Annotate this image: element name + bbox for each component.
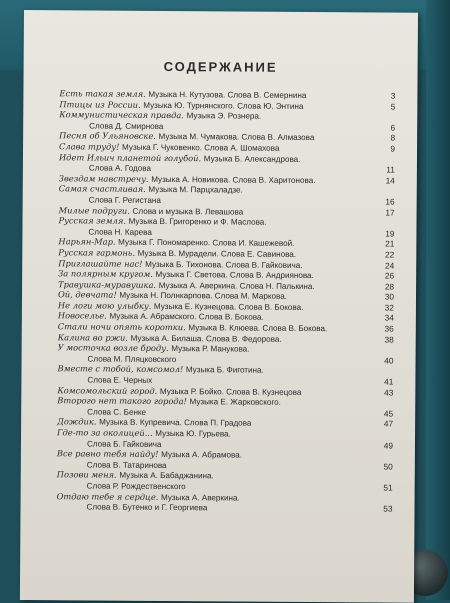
page-number: 47 (383, 418, 394, 429)
page-number: 14 (385, 175, 395, 186)
page-number: 34 (384, 312, 394, 324)
song-title: Стали ночи опять коротки. (57, 321, 186, 333)
page-number: 6 (390, 122, 396, 133)
page-number: 38 (384, 334, 394, 345)
song-credits: Музыка Р. Манукова. (171, 344, 250, 354)
song-title: Вместе с тобой, комсомол! (57, 363, 184, 375)
song-title: Нарьян-Мар. (58, 236, 116, 247)
page-number: 51 (383, 482, 393, 493)
page-title: СОДЕРЖАНИЕ (163, 58, 278, 75)
song-title: Калина во ржи. (57, 331, 128, 343)
song-title: Самая счастливая. (58, 183, 146, 195)
page-number: 36 (384, 323, 394, 334)
song-title: Травушка-муравушка. (58, 278, 157, 290)
song-credits: Музыка Ю. Турнянского. Слова Ю. Энтина (143, 100, 304, 111)
song-credits: Слова Р. Рождественского (86, 481, 186, 492)
page-number: 11 (386, 164, 395, 175)
page-number: 26 (384, 270, 395, 281)
page-number: 50 (383, 461, 393, 472)
page-number: 53 (383, 503, 393, 514)
song-credits: Музыка А. Абрамова. (161, 450, 243, 460)
song-credits: Музыка Г. Светова. Слова В. Андриянова. (155, 270, 314, 281)
song-credits: Слова М. Пляцковского (87, 354, 177, 364)
page-number: 8 (390, 132, 396, 143)
song-credits: Музыка Г. Чуковенко. Слова А. Шомахова (122, 142, 280, 153)
song-credits: Слова Н. Карева (88, 227, 152, 237)
song-title: Птицы из России. (59, 98, 141, 110)
toc-line (56, 501, 392, 514)
song-title: Дождик. (57, 416, 97, 427)
page-number: 24 (384, 260, 395, 271)
song-credits: Музыка В. Клюева. Слова В. Бокова. (188, 323, 328, 334)
song-credits: Музыка Е. Жарковского. (189, 397, 281, 408)
song-credits: Музыка Ю. Гурьева. (155, 428, 231, 439)
song-credits: Музыка А. Бабаджанина. (119, 471, 214, 481)
song-credits: Музыка Н. Кутузова. Слова В. Семернина (148, 89, 307, 100)
song-credits: Музыка Б. Александрова. (203, 153, 301, 164)
page-number: 40 (384, 355, 394, 366)
page-number: 45 (383, 408, 394, 419)
song-title: За полярным кругом. (58, 268, 153, 279)
song-credits: Слова и музыка В. Левашова (132, 206, 244, 217)
page-number: 28 (384, 281, 395, 292)
song-credits: Музыка Б. Фиготина. (185, 365, 264, 376)
page-number: 30 (384, 291, 395, 302)
song-credits: Музыка М. Чумакова. Слова В. Алмазова (158, 132, 315, 143)
page-number: 17 (385, 207, 395, 218)
song-title: Идет Ильич планетой голубой. (58, 151, 202, 163)
page-number: 43 (384, 387, 394, 398)
song-title: Звездам навстречу. (58, 172, 149, 184)
page-number: 41 (384, 376, 394, 387)
song-title: Второго нет такого города! (57, 395, 187, 407)
song-title: Не логи мою улыбку. (57, 300, 152, 311)
song-credits: Музыка Б. Тихонова. Слова В. Гайковича. (145, 259, 303, 270)
song-title: Приглашайте нас! (58, 257, 143, 269)
song-credits: Слова Б. Гайковича (86, 439, 162, 449)
song-credits: Музыка Н. Полнкарпова. Слова М. Маркова. (119, 290, 288, 302)
page-number: 3 (390, 90, 396, 101)
background-right (426, 0, 450, 600)
song-credits: Музыка Е. Кузнецова. Слова В. Бокова. (153, 301, 304, 312)
page-number: 16 (385, 196, 395, 207)
song-credits: Слова Г. Регистана (88, 195, 161, 205)
page-number: 22 (385, 249, 395, 260)
song-title: Слава труду! (59, 141, 120, 152)
song-credits: Слова Е. Черных (87, 375, 153, 385)
song-credits: Музыка М. Парцхаладзе. (148, 185, 243, 195)
song-title: Есть такая земля. (59, 88, 146, 99)
song-credits: Музыка В. Мурадели. Слова Е. Савинова. (137, 248, 297, 259)
song-title: Песня об Ульяновске. (59, 130, 156, 142)
page-number: 9 (390, 143, 396, 154)
song-credits: Слова Д. Смирнова (89, 121, 164, 131)
song-credits: Музыка А. Аверкина. Слова Н. Палькина. (158, 280, 315, 291)
song-title: Позови меня. (56, 469, 117, 481)
table-of-contents (56, 88, 395, 514)
song-credits: Музыка А. Билаша. Слова В. Федорова. (130, 333, 282, 344)
song-credits: Слова В. Татаринова (86, 460, 167, 470)
book-page (20, 10, 418, 603)
song-title: У мосточка возле броду. (57, 342, 169, 354)
page-number: 5 (390, 101, 396, 112)
page-number: 21 (385, 238, 395, 249)
song-credits: Музыка А. Абрамского. Слова В. Бокова. (109, 312, 264, 323)
song-title: Ой, девчата! (57, 289, 117, 300)
page-number: 49 (383, 440, 394, 451)
song-credits: Музыка А. Аверкина. (161, 492, 240, 503)
song-title: Отдаю тебе я сердце. (56, 490, 159, 502)
song-title: Где-то за околицей... (57, 427, 153, 438)
song-title: Русская земля. (58, 215, 127, 226)
song-credits: Музыка Э. Рознера. (186, 111, 262, 121)
song-title: Милые подруги. (58, 204, 130, 216)
song-credits: Музыка А. Новикова. Слова В. Харитонова. (151, 174, 316, 185)
song-title: Новоселье. (57, 310, 107, 322)
song-title: Комсомольский город. (57, 384, 158, 396)
song-credits: Слова В. Бутенко и Г. Георгиева (86, 502, 208, 513)
page-number: 32 (384, 302, 394, 313)
song-credits: Музыка В. Купревича. Слова П. Градова (99, 417, 252, 429)
song-credits: Музыка Г. Пономаренко. Слова И. Кашежевой. (118, 237, 295, 249)
song-title: Все равно тебя найду! (56, 448, 159, 460)
page-number: 19 (385, 228, 395, 239)
song-title: Коммунистическая правда. (59, 109, 184, 121)
song-credits: Слова А. Годова (88, 163, 152, 174)
song-credits: Слова С. Бенке (87, 407, 147, 417)
song-credits: Музыка В. Григоренко и Ф. Маслова. (128, 216, 267, 227)
song-title: Русская гармонь. (58, 247, 136, 258)
song-credits: Музыка Р. Бойко. Слова В. Кузнецова (159, 386, 302, 397)
